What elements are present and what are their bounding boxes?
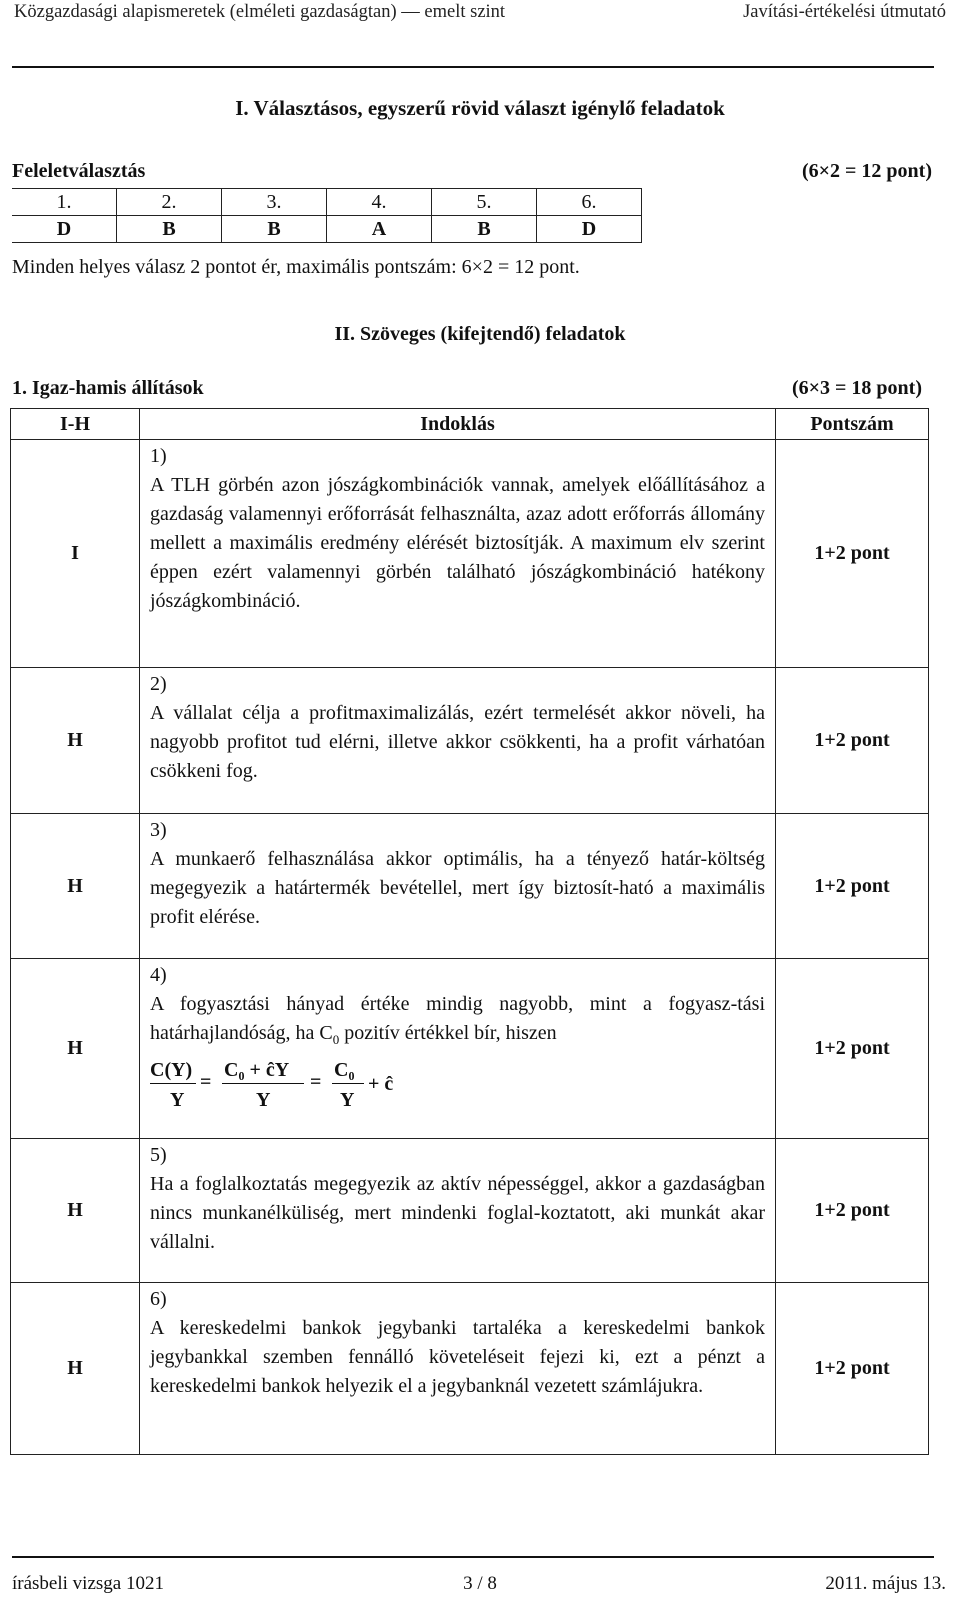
formula-den2: Y <box>256 1089 271 1111</box>
fraction-bar <box>150 1083 196 1084</box>
fraction-bar <box>332 1083 364 1084</box>
answer-letters-row <box>12 216 642 243</box>
table-row <box>11 814 929 959</box>
answer-letter: B <box>222 216 327 243</box>
reason-cell <box>140 1283 776 1455</box>
reason-cell <box>140 814 776 959</box>
answer-number: 3. <box>222 189 327 216</box>
formula-tail: + ĉ <box>368 1073 394 1095</box>
answer-key-table <box>12 188 642 243</box>
formula-den1: Y <box>170 1089 185 1111</box>
item-number: 5) <box>150 1144 167 1166</box>
ih-cell: H <box>11 668 140 814</box>
reason-text: A fogyasztási hányad értéke mindig nagyobb, mint a fogyasz-tási határhajlandóság, ha C <box>150 993 765 1044</box>
reason-text: A vállalat célja a profitmaximalizálás, ezért termelését akkor növeli, ha nagyobb profitot tud elérni, illetve akkor csökkenti, ha a profit várhatóan csökkeni fog. <box>150 702 765 782</box>
reason-cell <box>140 959 776 1139</box>
section1-note: Minden helyes válasz 2 pontot ér, maximális pontszám: 6×2 = 12 pont. <box>12 256 580 278</box>
points-cell: 1+2 pont <box>776 959 929 1139</box>
reason-cell <box>140 668 776 814</box>
reason-cell <box>140 1139 776 1283</box>
ih-cell: H <box>11 959 140 1139</box>
header-rule <box>12 66 934 68</box>
answer-number: 4. <box>327 189 432 216</box>
footer-date: 2011. május 13. <box>825 1573 946 1594</box>
fraction-bar <box>222 1083 304 1084</box>
table-row <box>11 1283 929 1455</box>
reason-subscript: 0 <box>332 1032 340 1047</box>
answer-letter: B <box>117 216 222 243</box>
task-title: 1. Igaz-hamis állítások <box>12 377 204 399</box>
answer-number: 2. <box>117 189 222 216</box>
table-row <box>11 1139 929 1283</box>
points-cell: 1+2 pont <box>776 1139 929 1283</box>
section1-points: (6×2 = 12 pont) <box>801 160 932 182</box>
formula-num1: C(Y) <box>150 1059 193 1081</box>
footer-page-number: 3 / 8 <box>463 1573 497 1594</box>
points-cell: 1+2 pont <box>776 814 929 959</box>
ih-cell: H <box>11 1139 140 1283</box>
footer-left: írásbeli vizsga 1021 <box>12 1573 164 1594</box>
answer-letter: A <box>327 216 432 243</box>
header-right: Javítási-értékelési útmutató <box>743 2 946 22</box>
consumption-formula <box>150 1054 765 1118</box>
formula-eq2: = <box>310 1071 322 1093</box>
true-false-table <box>10 408 929 1455</box>
points-cell: 1+2 pont <box>776 440 929 668</box>
reason-text: Ha a foglalkoztatás megegyezik az aktív népességgel, akkor a gazdaságban nincs munkanélküliség, mert mindenki foglal-koztatott, aki munkát akar vállalni. <box>150 1173 765 1253</box>
answer-letter: B <box>432 216 537 243</box>
table-row <box>11 440 929 668</box>
points-cell: 1+2 pont <box>776 668 929 814</box>
column-header-points: Pontszám <box>776 409 929 440</box>
answer-number: 1. <box>12 189 117 216</box>
ih-cell: H <box>11 814 140 959</box>
reason-text: A TLH görbén azon jószágkombinációk vannak, amelyek előállításához a gazdaság valamennyi erőforrását felhasználta, azaz adott erőforrás állomány mellett a maximális eredmény elérését biztosítják. A maximum elv szerint éppen ezért valamennyi görbén található jószágkombináció hatékony jószágkombináció. <box>150 474 765 612</box>
table-row <box>11 959 929 1139</box>
column-header-reason: Indoklás <box>140 409 776 440</box>
item-number: 2) <box>150 673 167 695</box>
footer-rule <box>12 1556 934 1558</box>
formula-den3: Y <box>340 1089 355 1111</box>
item-number: 1) <box>150 445 167 467</box>
section2-title: II. Szöveges (kifejtendő) feladatok <box>334 323 626 345</box>
section1-subtitle: Feleletválasztás <box>12 160 146 182</box>
answer-number: 5. <box>432 189 537 216</box>
formula-num3: C₀ <box>334 1059 355 1081</box>
column-header-ih: I-H <box>11 409 140 440</box>
answer-letter: D <box>537 216 642 243</box>
formula-eq1: = <box>200 1071 212 1093</box>
formula-num2: C₀ + ĉY <box>224 1059 290 1081</box>
item-number: 6) <box>150 1288 167 1310</box>
section1-title: I. Választásos, egyszerű rövid választ igénylő feladatok <box>235 96 725 120</box>
ih-cell: I <box>11 440 140 668</box>
reason-text: A kereskedelmi bankok jegybanki tartaléka a kereskedelmi bankok jegybankkal szemben fennálló követeléseit fejezi ki, ezt a pénzt a kereskedelmi bankok helyezik el a jegybanknál vezetett számlájukra. <box>150 1317 765 1397</box>
item-number: 4) <box>150 964 167 986</box>
header-left: Közgazdasági alapismeretek (elméleti gazdaságtan) — emelt szint <box>14 2 506 22</box>
answer-letter: D <box>12 216 117 243</box>
reason-cell <box>140 440 776 668</box>
item-number: 3) <box>150 819 167 841</box>
points-cell: 1+2 pont <box>776 1283 929 1455</box>
reason-text-tail: pozitív értékkel bír, hiszen <box>339 1022 557 1044</box>
task-points: (6×3 = 18 pont) <box>791 377 922 399</box>
table-row <box>11 668 929 814</box>
table-header-row <box>11 409 929 440</box>
answer-numbers-row <box>12 189 642 216</box>
answer-number: 6. <box>537 189 642 216</box>
ih-cell: H <box>11 1283 140 1455</box>
reason-text: A munkaerő felhasználása akkor optimális, ha a tényező határ-költség megegyezik a határtermék bevétellel, mert így biztosít-ható a maximális profit elérése. <box>150 848 765 928</box>
